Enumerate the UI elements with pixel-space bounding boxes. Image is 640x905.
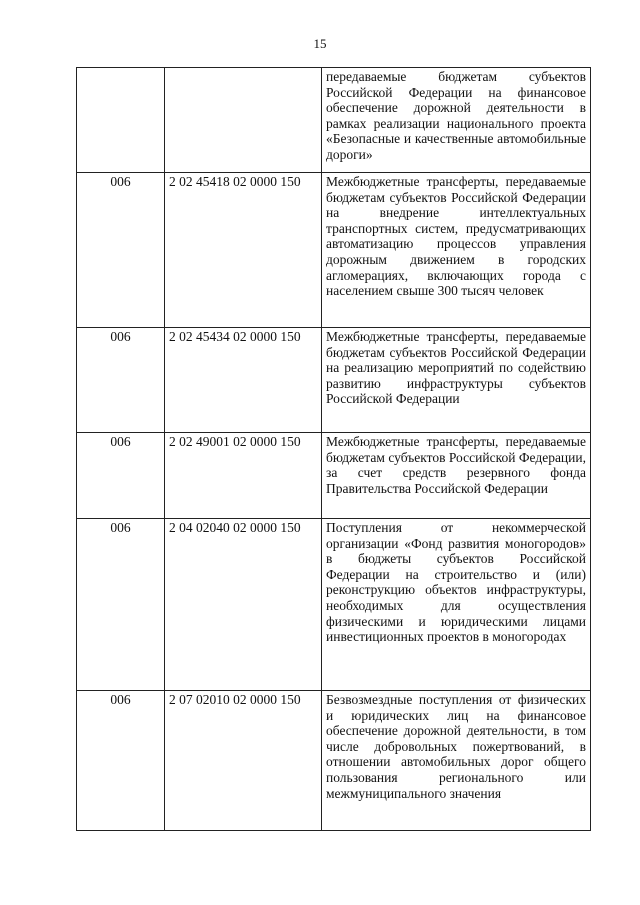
admin-code-cell: 006 xyxy=(77,173,165,328)
budget-code-cell: 2 02 49001 02 0000 150 xyxy=(165,433,322,519)
budget-code-cell: 2 07 02010 02 0000 150 xyxy=(165,691,322,831)
table-row xyxy=(77,173,591,328)
income-name-cell: Безвозмездные поступления от физических и юридических лиц на финансовое обеспечение дорожной деятельности, в том числе добровольных пожертвований, в отношении автомобильных дорог общего пользования регионального или межмуниципального значения xyxy=(322,691,591,831)
admin-code-cell: 006 xyxy=(77,691,165,831)
admin-code-cell: 006 xyxy=(77,519,165,691)
income-name-cell: Межбюджетные трансферты, передаваемые бюджетам субъектов Российской Федерации, за счет средств резервного фонда Правительства Российской Федерации xyxy=(322,433,591,519)
income-name-cell: Поступления от некоммерческой организации «Фонд развития моногородов» в бюджеты субъектов Российской Федерации на строительство и (или) реконструкцию объектов инфраструктуры, необходимых для осуществления физическими и юридическими лицами инвестиционных проектов в моногородах xyxy=(322,519,591,691)
budget-code-cell xyxy=(165,68,322,173)
admin-code-cell: 006 xyxy=(77,433,165,519)
table-row xyxy=(77,691,591,831)
income-name-cell: передаваемые бюджетам субъектов Российской Федерации на финансовое обеспечение дорожной деятельности в рамках реализации национального проекта «Безопасные и качественные автомобильные дороги» xyxy=(322,68,591,173)
table-row xyxy=(77,68,591,173)
budget-code-cell: 2 02 45418 02 0000 150 xyxy=(165,173,322,328)
table-row xyxy=(77,328,591,433)
budget-code-cell: 2 04 02040 02 0000 150 xyxy=(165,519,322,691)
revenue-table xyxy=(76,67,591,831)
page-number: 15 xyxy=(313,36,327,51)
income-name-cell: Межбюджетные трансферты, передаваемые бюджетам субъектов Российской Федерации на внедрение интеллектуальных транспортных систем, предусматривающих автоматизацию процессов управления дорожным движением в городских агломерациях, включающих города с населением свыше 300 тысяч человек xyxy=(322,173,591,328)
admin-code-cell xyxy=(77,68,165,173)
budget-code-cell: 2 02 45434 02 0000 150 xyxy=(165,328,322,433)
table-row xyxy=(77,433,591,519)
income-name-cell: Межбюджетные трансферты, передаваемые бюджетам субъектов Российской Федерации на реализацию мероприятий по содействию развитию инфраструктуры субъектов Российской Федерации xyxy=(322,328,591,433)
admin-code-cell: 006 xyxy=(77,328,165,433)
table-row xyxy=(77,519,591,691)
